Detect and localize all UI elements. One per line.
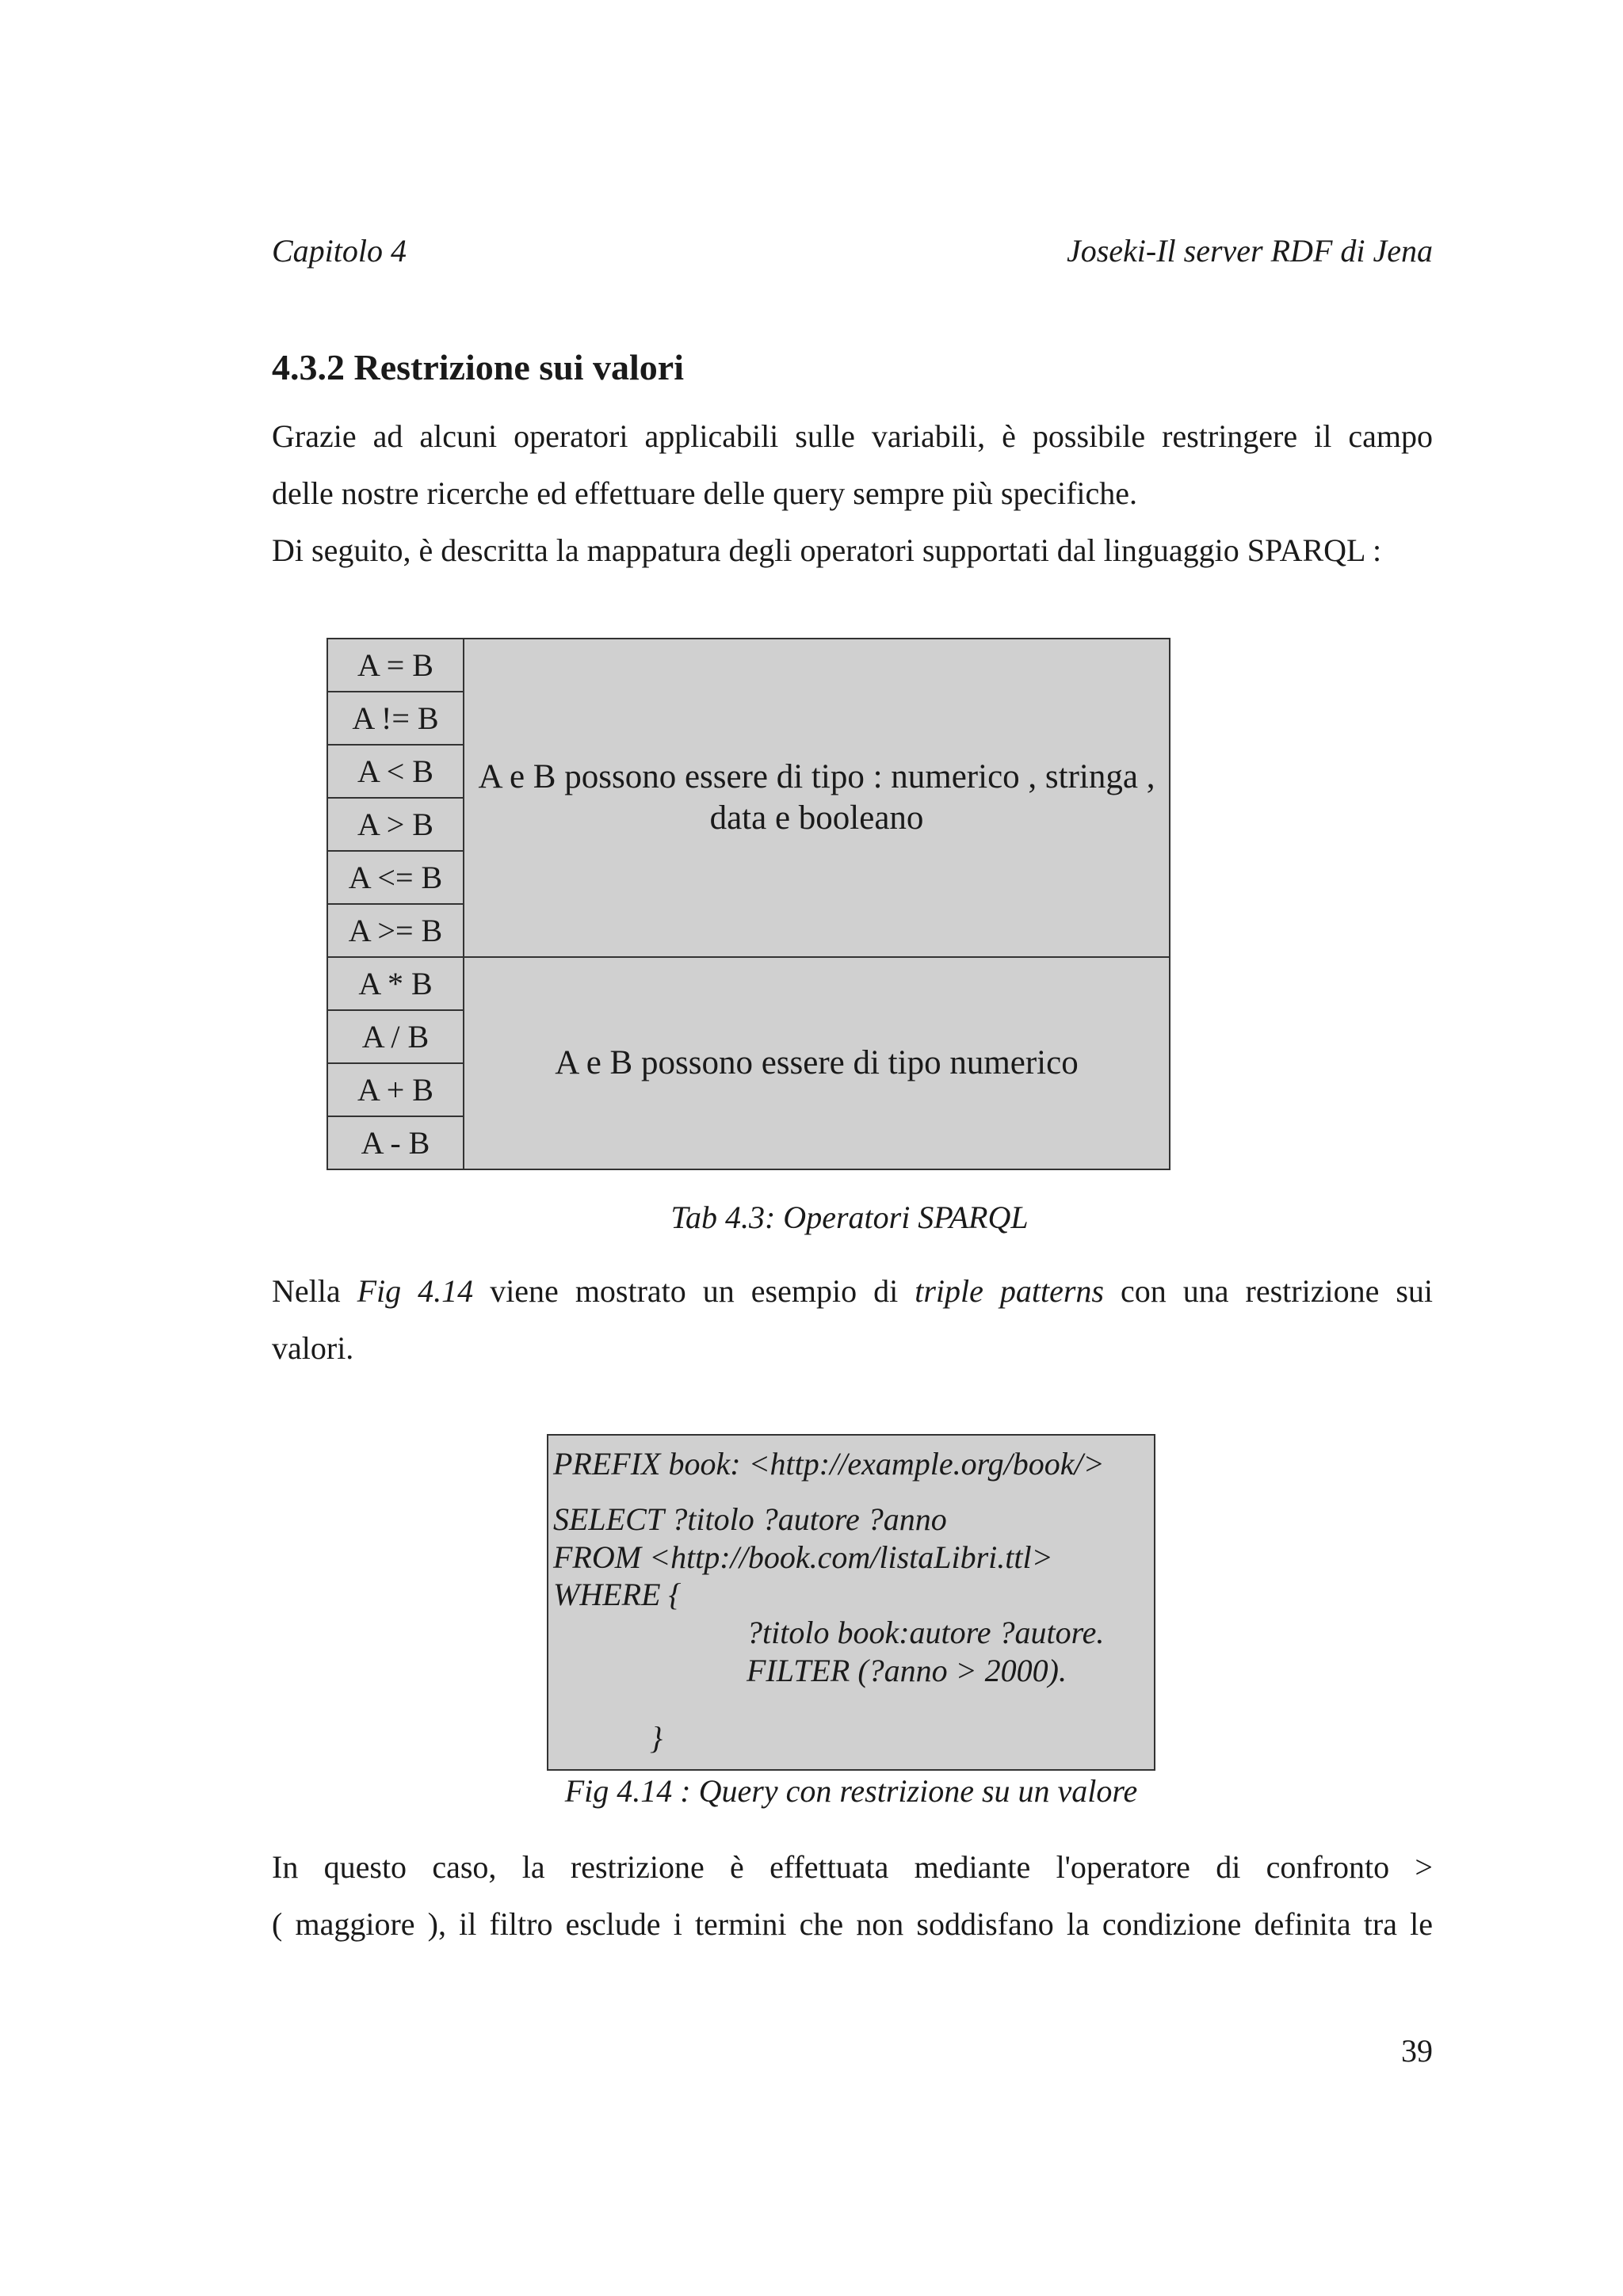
operator-cell: A - B [327, 1116, 464, 1169]
intro-paragraph [272, 408, 1433, 579]
operator-cell: A <= B [327, 851, 464, 904]
code-line-close-brace: } [650, 1720, 663, 1756]
code-line-from: FROM <http://book.com/listaLibri.ttl> [553, 1539, 1053, 1575]
table-row [327, 639, 1170, 692]
page-number: 39 [1401, 2033, 1433, 2069]
closing-paragraph [272, 1839, 1433, 1953]
code-line-select: SELECT ?titolo ?autore ?anno [553, 1501, 947, 1537]
description-cell-comparison: A e B possono essere di tipo : numerico , stringa , data e booleano [464, 639, 1170, 957]
sparql-query-box [547, 1434, 1155, 1771]
figure-intro-prefix: Nella [272, 1273, 357, 1309]
operator-cell: A < B [327, 745, 464, 798]
operator-cell: A / B [327, 1010, 464, 1063]
closing-line-2: ( maggiore ), il filtro esclude i termini che non soddisfano la condizione definita tra le [272, 1906, 1433, 1942]
figure-intro-line-2: valori. [272, 1330, 354, 1366]
operator-cell: A * B [327, 957, 464, 1010]
running-header-chapter: Capitolo 4 [272, 233, 407, 269]
code-line-where: WHERE { [553, 1577, 682, 1612]
code-line-triple: ?titolo book:autore ?autore. [747, 1615, 1105, 1650]
table-row [327, 957, 1170, 1010]
closing-line-1: In questo caso, la restrizione è effettuata mediante l'operatore di confronto > [272, 1849, 1433, 1885]
description-cell-arithmetic: A e B possono essere di tipo numerico [464, 957, 1170, 1169]
figure-caption: Fig 4.14 : Query con restrizione su un valore [564, 1773, 1138, 1809]
intro-line-2: delle nostre ricerche ed effettuare delle query sempre più specifiche. [272, 475, 1138, 511]
code-line-filter: FILTER (?anno > 2000). [747, 1653, 1067, 1688]
figure-intro-middle: viene mostrato un esempio di [473, 1273, 915, 1309]
figure-reference: Fig 4.14 [357, 1273, 474, 1309]
triple-patterns-term: triple patterns [915, 1273, 1104, 1309]
operator-cell: A >= B [327, 904, 464, 957]
code-line-prefix: PREFIX book: <http://example.org/book/> [553, 1446, 1105, 1482]
operator-cell: A != B [327, 692, 464, 745]
intro-line-3: Di seguito, è descritta la mappatura degli operatori supportati dal linguaggio SPARQL : [272, 532, 1382, 568]
figure-intro-suffix: con una restrizione sui [1104, 1273, 1434, 1309]
figure-intro-paragraph [272, 1263, 1433, 1377]
operator-cell: A = B [327, 639, 464, 692]
operator-cell: A + B [327, 1063, 464, 1116]
table-caption: Tab 4.3: Operatori SPARQL [670, 1199, 1029, 1235]
operators-table [327, 638, 1170, 1170]
section-title: 4.3.2 Restrizione sui valori [272, 347, 684, 387]
figure-intro-line-1 [272, 1263, 1433, 1320]
intro-line-1: Grazie ad alcuni operatori applicabili sulle variabili, è possibile restringere il campo [272, 418, 1433, 454]
operator-cell: A > B [327, 798, 464, 851]
running-header-title: Joseki-Il server RDF di Jena [1066, 233, 1433, 269]
